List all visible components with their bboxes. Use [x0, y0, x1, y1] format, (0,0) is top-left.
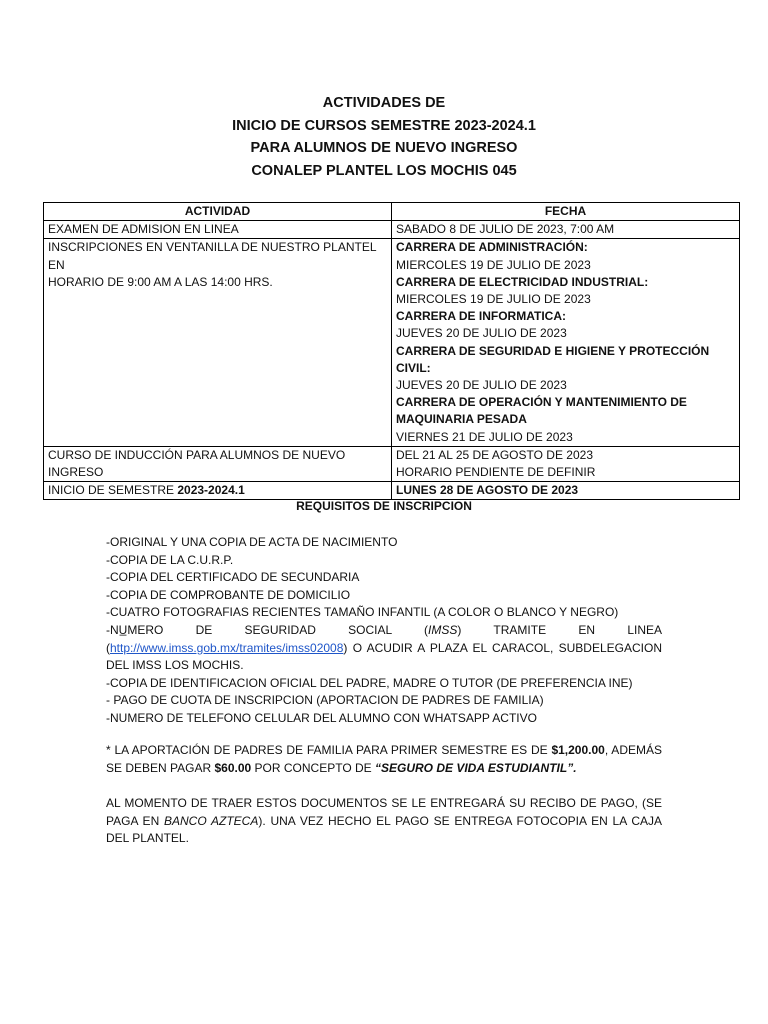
- title-line-3: PARA ALUMNOS DE NUEVO INGRESO: [250, 140, 518, 156]
- activity-line: INICIO DE SEMESTRE 2023-2024.1: [48, 483, 245, 498]
- date-line: DEL 21 AL 25 DE AGOSTO DE 2023: [396, 447, 593, 462]
- activity-line: INGRESO: [48, 465, 104, 480]
- date-line: JUEVES 20 DE JULIO DE 2023: [396, 326, 567, 341]
- table-row: [44, 446, 740, 481]
- list-item: -COPIA DE IDENTIFICACION OFICIAL DEL PADRE, MADRE O TUTOR (DE PREFERENCIA INE): [106, 675, 633, 690]
- requirements-heading: REQUISITOS DE INSCRIPCION: [296, 499, 472, 513]
- title-line-2: INICIO DE CURSOS SEMESTRE 2023-2024.1: [232, 117, 536, 134]
- list-item: -NUMERO DE TELEFONO CELULAR DEL ALUMNO CON WHATSAPP ACTIVO: [106, 710, 537, 725]
- fee-note: * LA APORTACIÓN DE PADRES DE FAMILIA PARA PRIMER SEMESTRE ES DE $1,200.00, ADEMÁS SE DEBEN PAGAR $60.00 POR CONCEPTO DE “SEGURO DE VIDA ESTUDIANTIL”.: [106, 743, 662, 775]
- schedule-table: [43, 202, 740, 500]
- career-label: CARRERA DE INFORMATICA:: [396, 309, 566, 324]
- activity-cell: [44, 446, 392, 481]
- date-line: MIERCOLES 19 DE JULIO DE 2023: [396, 257, 591, 272]
- activity-line: EXAMEN DE ADMISION EN LINEA: [48, 222, 239, 237]
- list-item: -COPIA DE LA C.U.R.P.: [106, 552, 234, 567]
- title-line-4: CONALEP PLANTEL LOS MOCHIS 045: [251, 162, 517, 179]
- imss-line-2: (http://www.imss.gob.mx/tramites/imss02008) O ACUDIR A PLAZA EL CARACOL, SUBDELEGACION: [106, 640, 662, 655]
- career-label: CARRERA DE ELECTRICIDAD INDUSTRIAL:: [396, 274, 649, 289]
- header-activity: ACTIVIDAD: [44, 203, 392, 221]
- list-item: -COPIA DE COMPROBANTE DE DOMICILIO: [106, 587, 351, 602]
- activity-cell: [44, 482, 392, 500]
- date-cell: [392, 446, 740, 481]
- career-label: LUNES 28 DE AGOSTO DE 2023: [396, 483, 579, 498]
- table-row: [44, 239, 740, 446]
- table-row: [44, 221, 740, 239]
- imss-line-3: DEL IMSS LOS MOCHIS.: [106, 658, 244, 673]
- date-line: HORARIO PENDIENTE DE DEFINIR: [396, 465, 596, 480]
- list-item: - PAGO DE CUOTA DE INSCRIPCION (APORTACION DE PADRES DE FAMILIA): [106, 693, 544, 708]
- table-row: [44, 482, 740, 500]
- document-title: [0, 92, 768, 182]
- list-item: -COPIA DEL CERTIFICADO DE SECUNDARIA: [106, 570, 360, 585]
- date-line: MIERCOLES 19 DE JULIO DE 2023: [396, 292, 591, 307]
- payment-note: AL MOMENTO DE TRAER ESTOS DOCUMENTOS SE LE ENTREGARÁ SU RECIBO DE PAGO, (SE PAGA EN BANCO AZTECA). UNA VEZ HECHO EL PAGO SE ENTREGA FOTOCOPIA EN LA CAJA DEL PLANTEL.: [106, 796, 662, 846]
- table-header-row: [44, 203, 740, 221]
- career-label: CARRERA DE OPERACIÓN Y MANTENIMIENTO DE: [396, 395, 687, 410]
- date-cell: [392, 482, 740, 500]
- header-date: FECHA: [392, 203, 740, 221]
- activity-cell: [44, 221, 392, 239]
- activity-line: CURSO DE INDUCCIÓN PARA ALUMNOS DE NUEVO: [48, 447, 346, 462]
- career-label: CARRERA DE SEGURIDAD E HIGIENE Y PROTECCIÓN CIVIL:: [396, 343, 710, 375]
- date-line: VIERNES 21 DE JULIO DE 2023: [396, 429, 573, 444]
- career-label: CARRERA DE ADMINISTRACIÓN:: [396, 240, 588, 255]
- schedule-body: [44, 221, 740, 500]
- career-label: MAQUINARIA PESADA: [396, 412, 527, 427]
- date-cell: [392, 239, 740, 446]
- imss-line-1: -NU̲MERO DE SEGURIDAD SOCIAL (IMSS) TRAMITE EN LINEA: [106, 622, 663, 637]
- activity-line: HORARIO DE 9:00 AM A LAS 14:00 HRS.: [48, 274, 273, 289]
- list-item: -ORIGINAL Y UNA COPIA DE ACTA DE NACIMIENTO: [106, 535, 398, 549]
- activity-line: INSCRIPCIONES EN VENTANILLA DE NUESTRO PLANTEL EN: [48, 240, 377, 272]
- list-item: -CUATRO FOTOGRAFIAS RECIENTES TAMAÑO INFANTIL (A COLOR O BLANCO Y NEGRO): [106, 605, 619, 620]
- date-line: SABADO 8 DE JULIO DE 2023, 7:00 AM: [396, 222, 615, 237]
- date-line: JUEVES 20 DE JULIO DE 2023: [396, 378, 567, 393]
- imss-link[interactable]: http://www.imss.gob.mx/tramites/imss02008: [110, 640, 344, 655]
- activity-cell: [44, 239, 392, 446]
- date-cell: [392, 221, 740, 239]
- list-item-imss: [106, 622, 662, 675]
- title-line-1: ACTIVIDADES DE: [322, 95, 446, 111]
- requirements-list: [106, 534, 662, 728]
